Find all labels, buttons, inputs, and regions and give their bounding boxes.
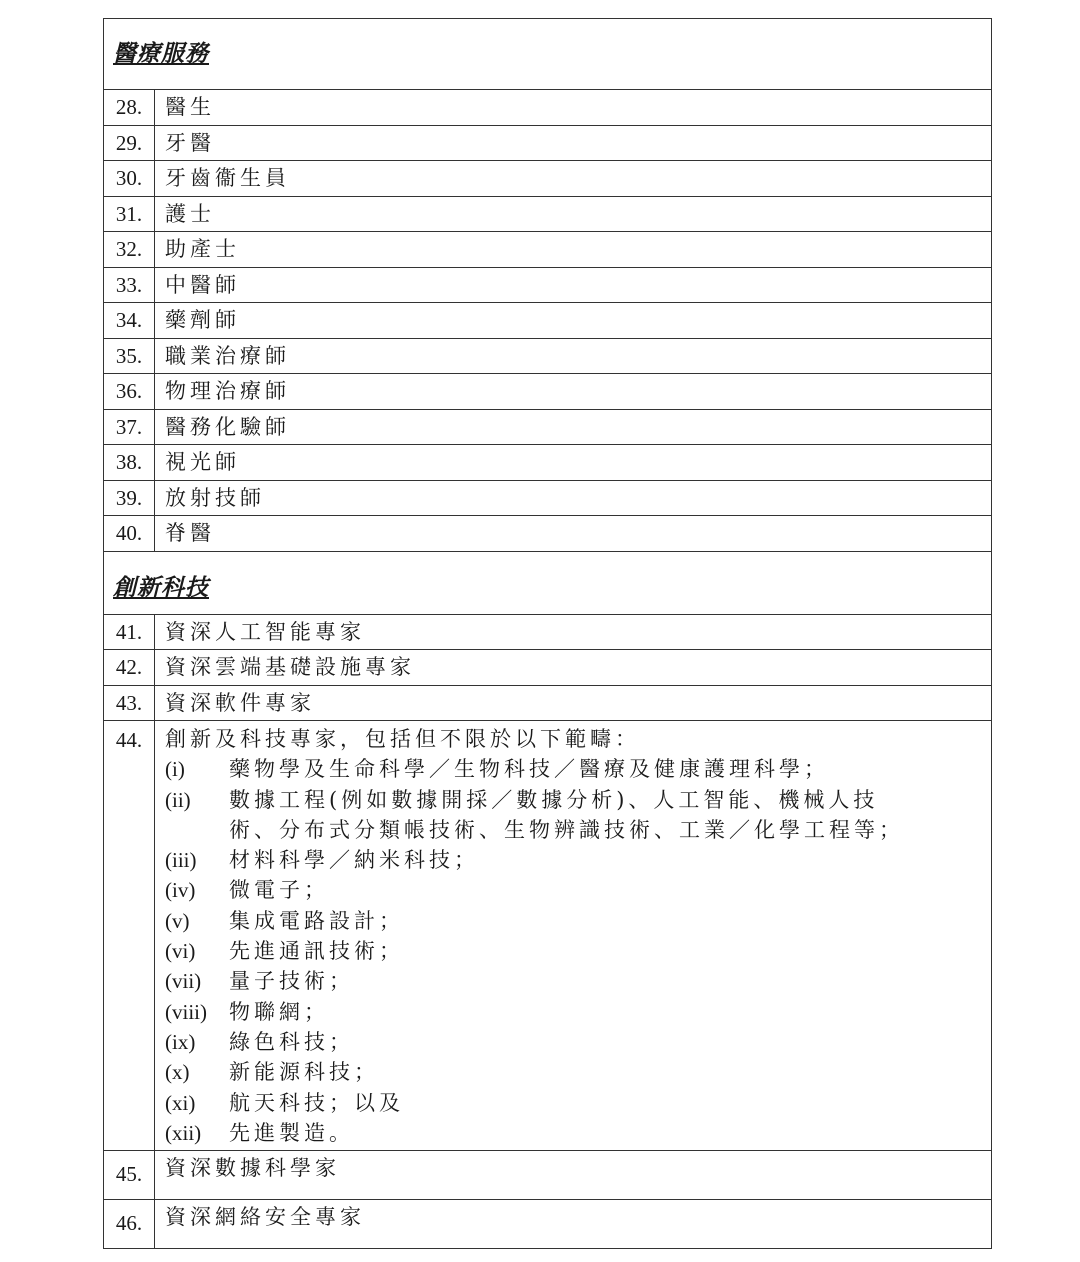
list-text: 術、分布式分類帳技術、生物辨識技術、工業／化學工程等； <box>229 817 904 842</box>
list-label: (ii) <box>165 787 191 812</box>
occupation-name: 資深數據科學家 <box>165 1156 340 1180</box>
row-number: 42. <box>104 650 155 685</box>
list-text: 綠色科技； <box>229 1029 354 1054</box>
section-title: 醫療服務 <box>113 40 209 67</box>
list-item <box>165 1088 991 1118</box>
occupation-name: 脊醫 <box>165 521 215 545</box>
list-item <box>165 845 991 875</box>
table-row <box>104 160 991 196</box>
list-item <box>165 906 991 936</box>
list-label: (iv) <box>165 878 196 903</box>
table-row <box>104 267 991 303</box>
row-number: 32. <box>104 232 155 267</box>
list-text: 物聯網； <box>229 999 329 1024</box>
occupation-name: 職業治療師 <box>165 343 290 368</box>
table-row <box>104 1199 991 1248</box>
section-header-medical <box>104 19 991 89</box>
list-label: (v) <box>165 908 190 933</box>
row-number: 43. <box>104 686 155 721</box>
table-row <box>104 515 991 551</box>
occupation-name: 資深雲端基礎設施專家 <box>165 655 415 679</box>
section-title: 創新科技 <box>113 573 209 601</box>
row-number: 35. <box>104 339 155 374</box>
row-number: 38. <box>104 445 155 480</box>
occupation-description <box>155 721 991 1150</box>
table-row <box>104 338 991 374</box>
table-row <box>104 409 991 445</box>
occupation-name: 資深軟件專家 <box>165 690 315 715</box>
occupation-name: 護士 <box>165 201 215 226</box>
occupation-name: 牙齒衞生員 <box>165 166 290 190</box>
list-label: (i) <box>165 757 185 782</box>
row-number: 34. <box>104 303 155 338</box>
table-row <box>104 373 991 409</box>
occupation-name: 牙醫 <box>165 130 215 155</box>
table-row <box>104 685 991 721</box>
list-label: (viii) <box>165 999 207 1024</box>
occupation-name: 醫務化驗師 <box>165 414 290 439</box>
list-label: (vi) <box>165 939 196 964</box>
occupation-name: 資深人工智能專家 <box>165 619 365 644</box>
table-row <box>104 196 991 232</box>
row-number: 37. <box>104 410 155 445</box>
list-label: (xi) <box>165 1090 196 1115</box>
list-item-continuation <box>165 815 991 845</box>
row-number: 36. <box>104 374 155 409</box>
list-label: (iii) <box>165 848 197 873</box>
row-number: 39. <box>104 481 155 516</box>
occupation-name: 視光師 <box>165 450 240 474</box>
table-row <box>104 89 991 125</box>
row-number: 33. <box>104 268 155 303</box>
occupation-name: 助產士 <box>165 237 240 261</box>
list-label: (xii) <box>165 1120 202 1145</box>
list-item <box>165 785 991 815</box>
table-row <box>104 444 991 480</box>
list-label: (ix) <box>165 1029 196 1054</box>
list-text: 新能源科技； <box>229 1060 379 1085</box>
list-text: 量子技術； <box>229 969 354 994</box>
item-intro: 創新及科技專家，包括但不限於以下範疇： <box>165 727 640 751</box>
row-number: 30. <box>104 161 155 196</box>
occupation-name: 藥劑師 <box>165 308 240 332</box>
list-text: 藥物學及生命科學／生物科技／醫療及健康護理科學； <box>229 757 829 782</box>
list-label: (vii) <box>165 969 202 994</box>
list-item <box>165 966 991 996</box>
row-number: 45. <box>104 1151 155 1199</box>
list-text: 先進通訊技術； <box>229 939 404 964</box>
list-item <box>165 1027 991 1057</box>
table-row <box>104 1150 991 1199</box>
list-item <box>165 936 991 966</box>
occupation-name: 物理治療師 <box>165 379 290 403</box>
row-number: 41. <box>104 615 155 650</box>
section-header-innovation <box>104 551 991 614</box>
list-text: 集成電路設計； <box>229 908 404 933</box>
occupation-name: 中醫師 <box>165 272 240 297</box>
list-item <box>165 754 991 784</box>
row-number: 44. <box>104 721 155 1150</box>
table-row <box>104 231 991 267</box>
list-item <box>165 997 991 1027</box>
row-number: 29. <box>104 126 155 161</box>
occupation-name: 醫生 <box>165 95 215 119</box>
row-number: 31. <box>104 197 155 232</box>
table-row <box>104 480 991 516</box>
table-row-item-44 <box>104 720 991 1150</box>
occupation-name: 資深網絡安全專家 <box>165 1205 365 1229</box>
list-item <box>165 1057 991 1087</box>
list-text: 數據工程(例如數據開採／數據分析)、人工智能、機械人技 <box>229 787 879 812</box>
row-number: 28. <box>104 90 155 125</box>
list-label: (x) <box>165 1060 190 1085</box>
row-number: 46. <box>104 1200 155 1248</box>
occupation-list-table <box>103 18 992 1249</box>
occupation-name: 放射技師 <box>165 485 265 510</box>
list-item <box>165 875 991 905</box>
list-text: 材料科學／納米科技； <box>229 848 479 873</box>
list-text: 先進製造。 <box>229 1120 354 1145</box>
table-row <box>104 302 991 338</box>
list-text: 微電子； <box>229 878 329 903</box>
row-number: 40. <box>104 516 155 551</box>
list-item <box>165 1118 991 1148</box>
table-row <box>104 649 991 685</box>
list-text: 航天科技；以及 <box>229 1090 404 1115</box>
table-row <box>104 125 991 161</box>
table-row <box>104 614 991 650</box>
